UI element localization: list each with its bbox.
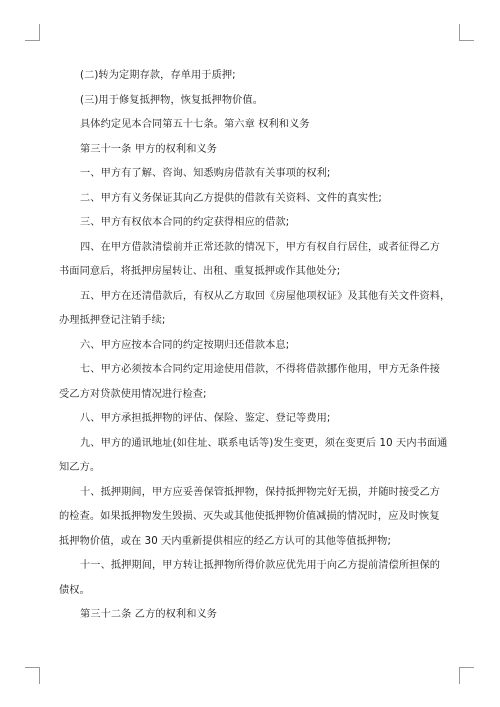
paragraph-line: 九、甲方的通讯地址(如住址、联系电话等)发生变更，须在变更后 10 天内书面通 — [80, 437, 448, 449]
paragraph-line-continued: 受乙方对贷款使用情况进行检查; — [59, 388, 207, 400]
paragraph-line-continued: 知乙方。 — [59, 462, 101, 473]
paragraph-line: 具体约定见本合同第五十七条。第六章 权利和义务 — [80, 119, 310, 130]
section-heading: 第三十二条 乙方的权利和义务 — [80, 609, 218, 620]
document-body — [59, 64, 451, 628]
crop-mark-top-right — [459, 24, 474, 41]
paragraph-line: 三、甲方有权依本合同的约定获得相应的借款; — [80, 217, 290, 228]
paragraph-line: 四、在甲方借款清偿前并正常还款的情况下，甲方有权自行居住，或者征得乙方 — [80, 241, 441, 253]
paragraph-line-continued: 办理抵押登记注销手续; — [59, 315, 166, 326]
paragraph-line: 七、甲方必须按本合同约定用途使用借款，不得将借款挪作他用，甲方无条件接 — [80, 364, 441, 375]
paragraph-line: (三)用于修复抵押物，恢复抵押物价值。 — [80, 94, 264, 106]
paragraph-line-continued: 的检查。如果抵押物发生毁损、灭失或其他使抵押物价值减损的情况时，应及时恢复 — [59, 511, 440, 522]
crop-mark-top-left — [25, 24, 40, 41]
paragraph-line: 十、抵押期间，甲方应妥善保管抵押物，保持抵押物完好无损，并随时接受乙方 — [80, 486, 441, 498]
paragraph-line: 五、甲方在还清借款后，有权从乙方取回《房屋他项权证》及其他有关文件资料， — [80, 290, 451, 302]
section-heading: 第三十一条 甲方的权利和义务 — [80, 143, 218, 155]
paragraph-line: 八、甲方承担抵押物的评估、保险、鉴定、登记等费用; — [80, 413, 331, 424]
paragraph-line: 二、甲方有义务保证其向乙方提供的借款有关资料、文件的真实性; — [80, 192, 382, 204]
paragraph-line-continued: 抵押物价值，或在 30 天内重新提供相应的经乙方认可的其他等值抵押物; — [59, 535, 391, 547]
paragraph-line-continued: 债权。 — [59, 584, 90, 596]
crop-mark-bottom-left — [25, 667, 40, 684]
paragraph-line: 一、甲方有了解、咨询、知悉购房借款有关事项的权利; — [80, 168, 331, 179]
crop-mark-bottom-right — [459, 667, 474, 684]
paragraph-line-continued: 书面同意后，将抵押房屋转让、出租、重复抵押或作其他处分; — [59, 266, 341, 277]
paragraph-line: 十一、抵押期间，甲方转让抵押物所得价款应优先用于向乙方提前清偿所担保的 — [80, 560, 441, 571]
paragraph-line: (二)转为定期存款，存单用于质押; — [80, 70, 236, 81]
paragraph-line: 六、甲方应按本合同的约定按期归还借款本息; — [80, 339, 290, 351]
